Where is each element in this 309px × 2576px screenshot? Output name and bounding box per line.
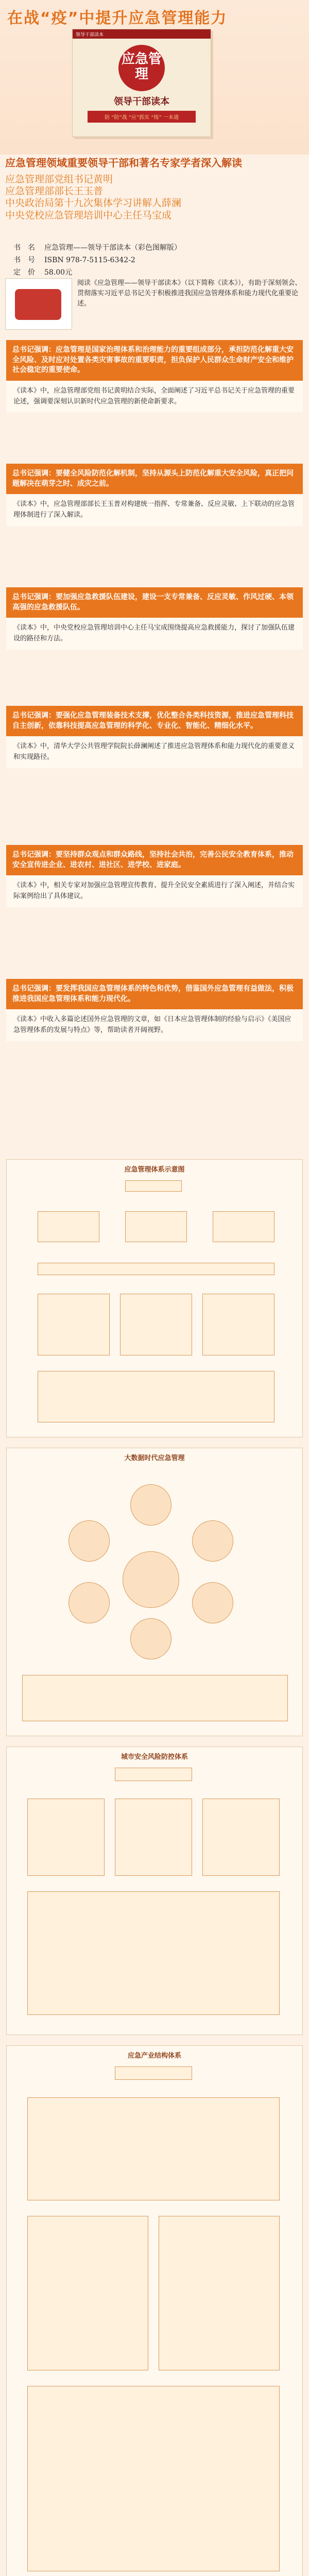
diagram-node	[202, 1294, 274, 1355]
diagram-node	[159, 2216, 280, 2370]
quote-title: 总书记强调：要发挥我国应急管理体系的特色和优势，借鉴国外应急管理有益做法，积极推进我国应急管理体系和能力现代化。	[6, 979, 303, 1009]
diagram-node	[115, 1799, 192, 1876]
cycle-node	[130, 1484, 171, 1526]
leader-line: 应急管理部部长王玉普	[5, 185, 104, 197]
quote-title: 总书记强调：要加强应急救援队伍建设，建设一支专常兼备、反应灵敏、作风过硬、本领高强的应急救援队伍。	[6, 587, 303, 618]
diagram-node	[27, 2216, 148, 2370]
diagram-title: 大数据时代应急管理	[124, 1454, 185, 1462]
diagram-node	[38, 1211, 99, 1242]
book-banner: 防 “防”战 “应”抓实 “练” 一本通	[88, 111, 196, 123]
book-seal: 应急管理	[118, 45, 165, 91]
diagram-node	[27, 1799, 105, 1876]
leader-line: 应急管理部党组书记黄明	[5, 174, 113, 185]
diagram-node	[125, 1180, 182, 1192]
diagram-title: 城市安全风险防控体系	[121, 1753, 188, 1761]
quote-title: 总书记强调：应急管理是国家治理体系和治理能力的重要组成部分，承担防范化解重大安全风险、及时应对处置各类灾害事故的重要职责，担负保护人民群众生命财产安全和维护社会稳定的重要使命。	[6, 340, 303, 381]
leader-line: 中央党校应急管理培训中心主任马宝成	[5, 209, 172, 221]
quote-section	[6, 587, 303, 650]
info-row: 书 号 ISBN 978-7-5115-6342-2	[13, 256, 135, 264]
quote-body: 《读本》中收入多篇论述国外应急管理的文章，如《日本应急管理体制的经验与启示》《美国应急管理体系的发展与特点》等，帮助读者开阔视野。	[6, 1009, 303, 1041]
diagram-node	[38, 1371, 274, 1422]
diagram-node	[22, 1675, 288, 1721]
cycle-node	[68, 1582, 110, 1623]
diagram-node	[202, 1799, 280, 1876]
book-top-label: 领导干部读本	[73, 29, 211, 39]
diagram-node	[27, 2386, 280, 2571]
cycle-node	[192, 1582, 233, 1623]
diagram-node	[27, 2097, 280, 2200]
hero-banner	[0, 0, 309, 155]
cycle-node	[68, 1520, 110, 1562]
quote-body: 《读本》中，相关专家对加强应急管理宣传教育、提升全民安全素质进行了深入阐述，并结合实际案例给出了具体建议。	[6, 875, 303, 907]
quote-body: 《读本》中，清华大学公共管理学院院长薛澜阐述了推进应急管理体系和能力现代化的重要意义和实现路径。	[6, 736, 303, 768]
diagram-node	[115, 1768, 192, 1781]
quote-section	[6, 340, 303, 412]
diagram-title: 应急产业结构体系	[127, 2052, 181, 2060]
info-row: 定 价 58.00元	[13, 268, 73, 277]
book-illustration-icon	[5, 278, 72, 330]
book-info	[13, 242, 181, 279]
hero-title: 在战“疫”中提升应急管理能力	[7, 9, 228, 27]
quote-title: 总书记强调：要健全风险防范化解机制，坚持从源头上防范化解重大安全风险，真正把问题解决在萌芽之时、成灾之前。	[6, 464, 303, 494]
leaders-block	[5, 155, 304, 222]
quote-section	[6, 979, 303, 1041]
quote-section	[6, 845, 303, 907]
quote-title: 总书记强调：要坚持群众观点和群众路线，坚持社会共治，完善公民安全教育体系，推动安全宣传进企业、进农村、进社区、进学校、进家庭。	[6, 845, 303, 875]
leaders-headline: 应急管理领域重要领导干部和著名专家学者深入解读	[5, 157, 242, 169]
intro-text: 阅读《应急管理——领导干部读本》（以下简称《读本》），有助于深刻领会、贯彻落实习近平总书记关于积极推进我国应急管理体系和能力现代化重要论述。	[77, 279, 302, 308]
book-subtitle: 领导干部读本	[114, 96, 169, 107]
diagram-panel	[6, 1747, 303, 2035]
info-row: 书 名 应急管理——领导干部读本（彩色图解版）	[13, 244, 181, 252]
cycle-center	[123, 1551, 179, 1608]
quote-title: 总书记强调：要强化应急管理装备技术支撑，优化整合各类科技资源，推进应急管理科技自主创新，依靠科技提高应急管理的科学化、专业化、智能化、精细化水平。	[6, 706, 303, 736]
diagram-panel	[6, 1448, 303, 1736]
quote-section	[6, 464, 303, 526]
book-cover[interactable]	[72, 29, 211, 137]
diagram-panel	[6, 1159, 303, 1437]
quote-body: 《读本》中，应急管理部党组书记黄明结合实际，全面阐述了习近平总书记关于应急管理的重要论述，强调要深刻认识新时代应急管理的新使命新要求。	[6, 381, 303, 413]
cycle-node	[130, 1618, 171, 1659]
diagram-panel	[6, 2045, 303, 2576]
quote-body: 《读本》中，中央党校应急管理培训中心主任马宝成围绕提高应急救援能力，探讨了加强队伍建设的路径和方法。	[6, 618, 303, 650]
intro-block	[5, 278, 304, 330]
diagram-node	[125, 1211, 187, 1242]
diagram-title: 应急管理体系示意图	[124, 1166, 185, 1174]
cycle-node	[192, 1520, 233, 1562]
diagram-node	[27, 1891, 280, 2015]
diagram-node	[38, 1263, 274, 1275]
quote-section	[6, 706, 303, 768]
diagram-node	[115, 2066, 192, 2080]
quote-body: 《读本》中，应急管理部部长王玉普对构建统一指挥、专常兼备、反应灵敏、上下联动的应急管理体制进行了深入解读。	[6, 494, 303, 526]
leader-line: 中央政治局第十九次集体学习讲解人薛澜	[5, 197, 182, 209]
diagram-node	[213, 1211, 274, 1242]
diagram-node	[120, 1294, 192, 1355]
diagram-node	[38, 1294, 110, 1355]
